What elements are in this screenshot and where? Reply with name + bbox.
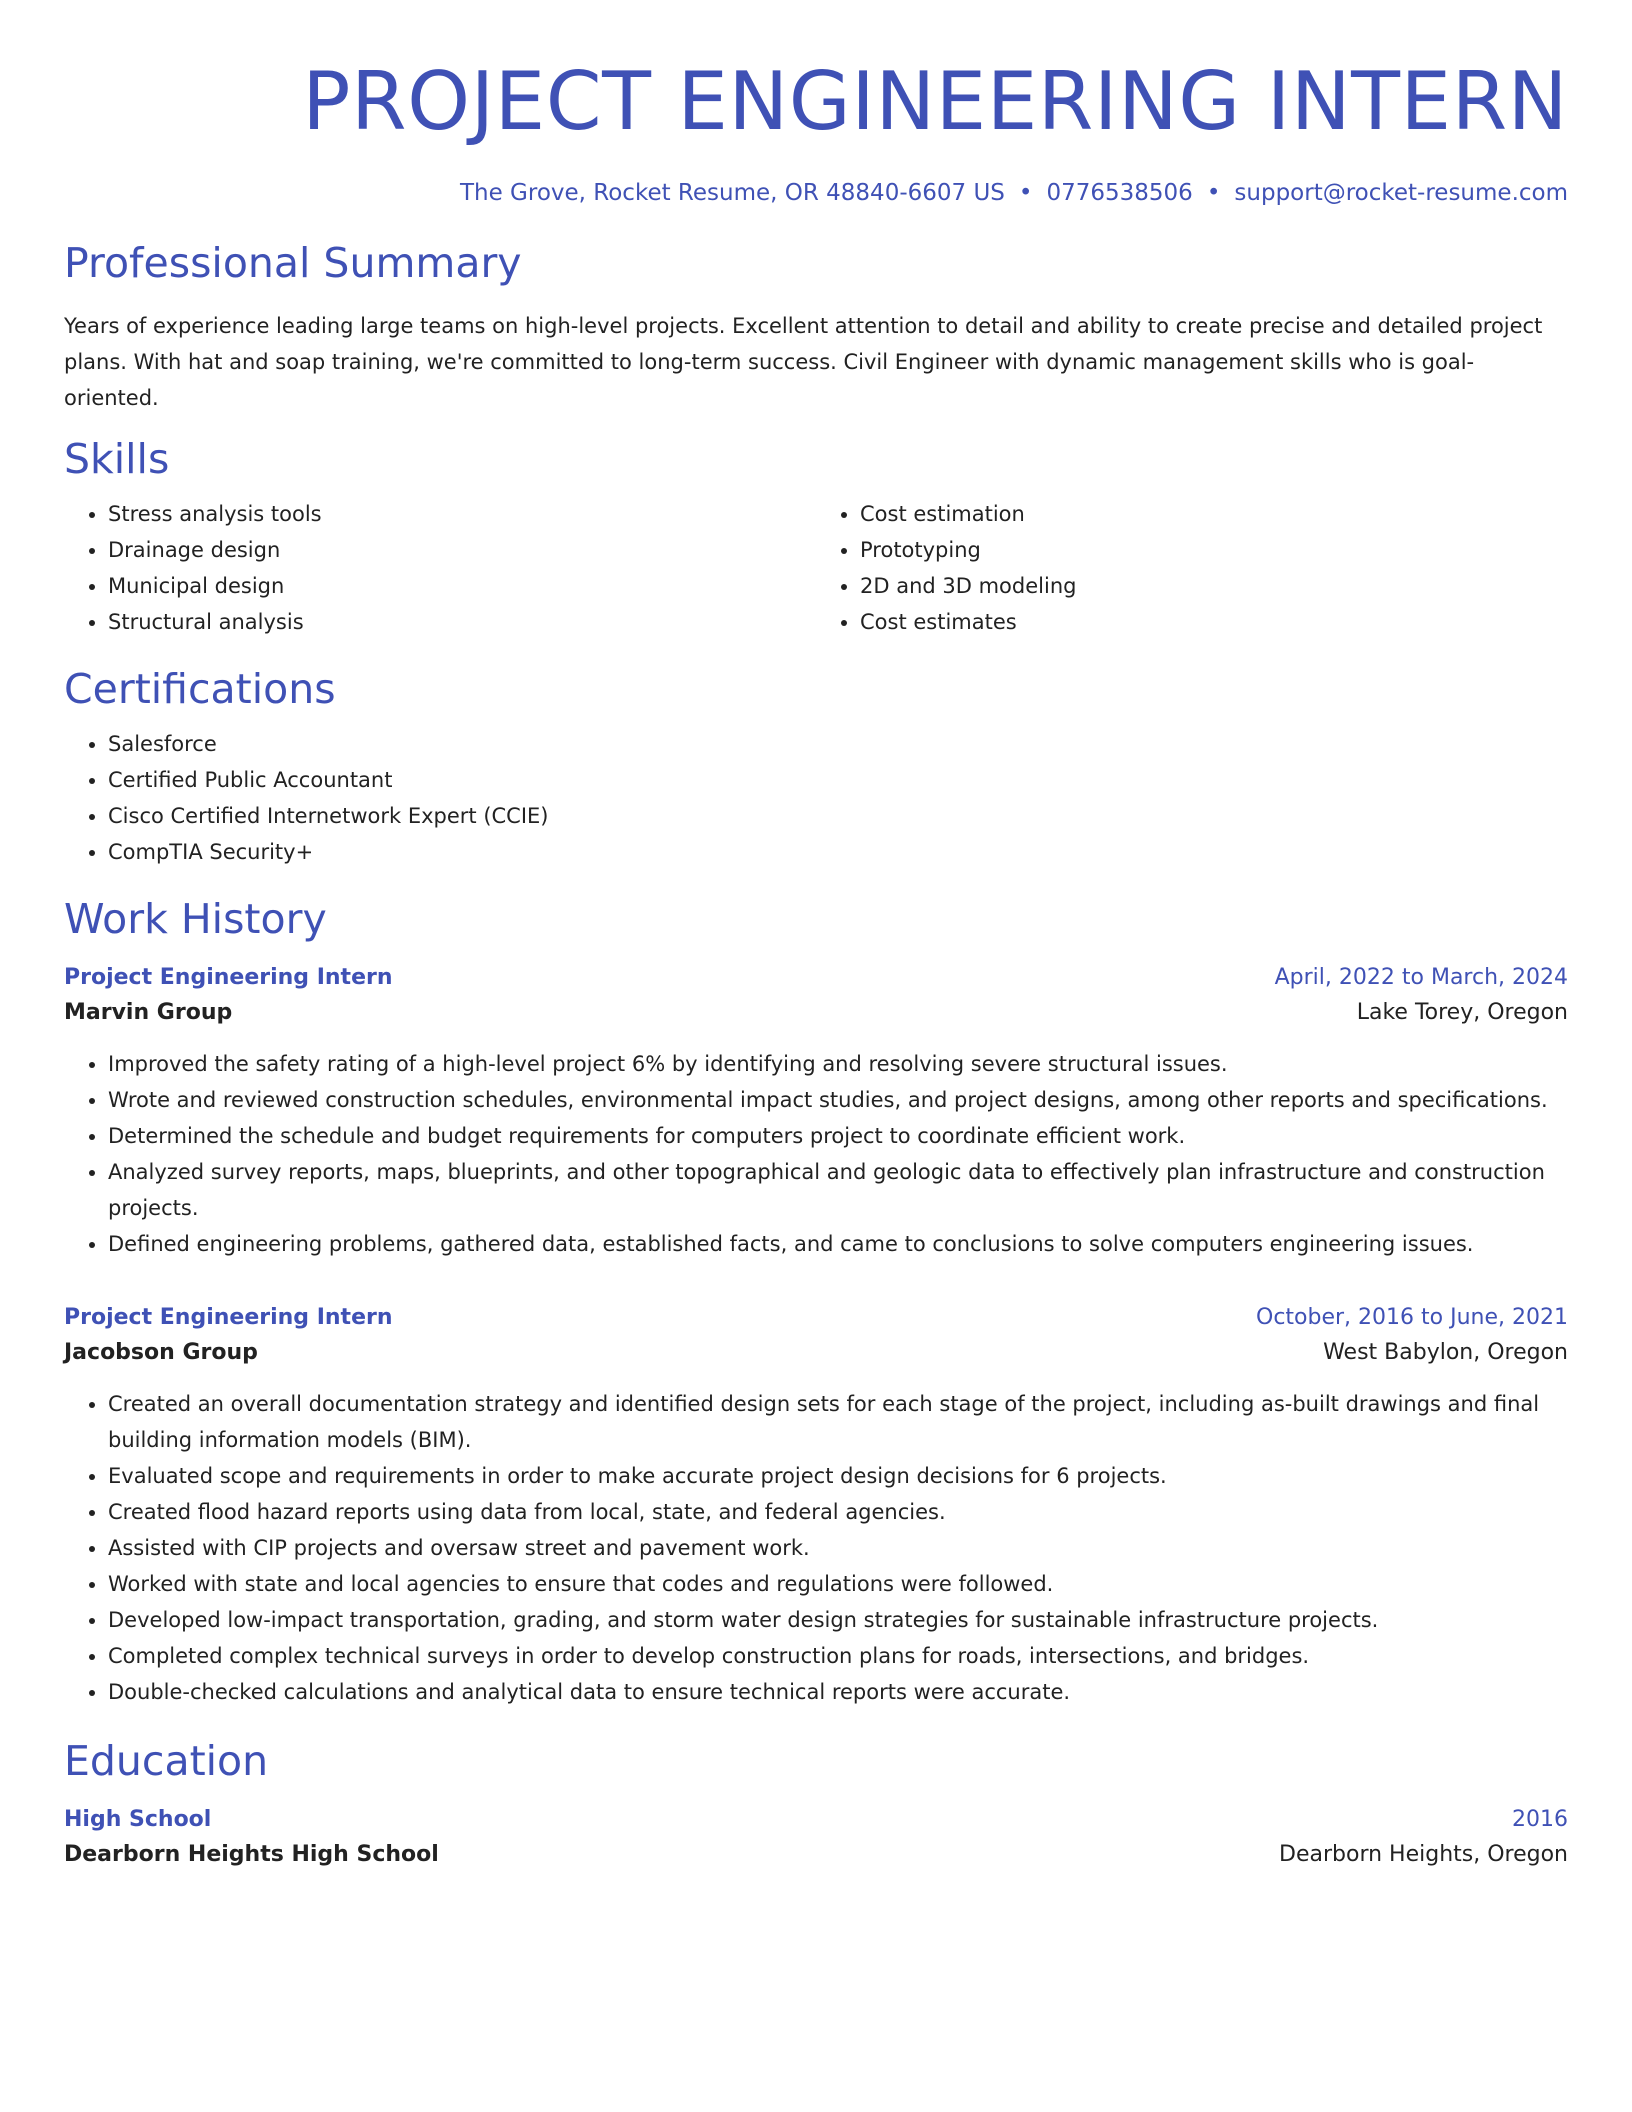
skill-item: • Stress analysis tools [108,496,816,532]
job-bullet: • Worked with state and local agencies to ensure that codes and regulations were followed. [108,1566,1568,1602]
contact-email[interactable]: support@rocket-resume.com [1234,180,1568,206]
job-title: Project Engineering Intern [64,1305,393,1330]
education-year: 2016 [1512,1807,1568,1832]
summary-section [64,238,1568,416]
job-bullet: • Created flood hazard reports using data from local, state, and federal agencies. [108,1494,1568,1530]
job-bullet: • Improved the safety rating of a high-level project 6% by identifying and resolving severe structural issues. [108,1046,1568,1082]
education-degree: High School [64,1807,212,1832]
skill-item: • 2D and 3D modeling [860,568,1568,604]
job-company: Marvin Group [64,1000,233,1025]
education-entry [64,1804,1568,1874]
education-heading: Education [64,1737,269,1785]
education-section [64,1736,1568,1874]
job-title: Project Engineering Intern [64,965,393,990]
job-bullet: • Double-checked calculations and analytical data to ensure technical reports were accurate. [108,1674,1568,1710]
certification-item: • Cisco Certified Internetwork Expert (CCIE) [108,798,1568,834]
certification-item: • CompTIA Security+ [108,834,1568,870]
resume-header [64,52,1568,208]
job-title-row [64,962,1568,994]
job-bullet: • Assisted with CIP projects and oversaw street and pavement work. [108,1530,1568,1566]
page-title: PROJECT ENGINEERING INTERN [302,55,1568,148]
work-history-heading: Work History [64,895,327,943]
skill-item: • Structural analysis [108,604,816,640]
contact-phone[interactable]: 0776538506 [1046,180,1193,206]
job-bullet: • Developed low-impact transportation, grading, and storm water design strategies for sustainable infrastructure projects. [108,1602,1568,1638]
certifications-section [64,664,1568,870]
job-company: Jacobson Group [64,1340,258,1365]
work-history-section [64,894,1568,1710]
job-bullet: • Determined the schedule and budget requirements for computers project to coordinate efficient work. [108,1118,1568,1154]
job-bullet: • Created an overall documentation strategy and identified design sets for each stage of the project, including as-built drawings and final building information models (BIM). [108,1386,1568,1458]
skill-item: • Municipal design [108,568,816,604]
skills-section [64,434,1568,640]
skill-item: • Cost estimates [860,604,1568,640]
skill-item: • Prototyping [860,532,1568,568]
job-entry [64,1302,1568,1710]
job-bullet: • Evaluated scope and requirements in order to make accurate project design decisions for 6 projects. [108,1458,1568,1494]
job-bullet: • Wrote and reviewed construction schedules, environmental impact studies, and project designs, among other reports and specifications. [108,1082,1568,1118]
job-company-row [64,994,1568,1032]
contact-separator: • [1206,180,1221,206]
education-school: Dearborn Heights High School [64,1842,439,1867]
job-dates: October, 2016 to June, 2021 [1256,1305,1568,1330]
skill-item: • Drainage design [108,532,816,568]
certification-item: • Salesforce [108,726,1568,762]
skills-list-left [64,496,816,640]
job-title-row [64,1302,1568,1334]
contact-separator: • [1018,180,1033,206]
job-company-row [64,1334,1568,1372]
job-location: Lake Torey, Oregon [1356,1000,1568,1025]
education-degree-row [64,1804,1568,1836]
summary-heading: Professional Summary [64,239,522,287]
contact-line [64,178,1568,208]
job-bullet: • Defined engineering problems, gathered data, established facts, and came to conclusions to solve computers engineering issues. [108,1226,1568,1262]
summary-text: Years of experience leading large teams on high-level projects. Excellent attention to detail and ability to create precise and detailed project plans. With hat and soap training, we're committed to long-term success. Civil Engineer with dynamic management skills who is goal-oriented. [64,314,1543,410]
job-bullet: • Completed complex technical surveys in order to develop construction plans for roads, intersections, and bridges. [108,1638,1568,1674]
education-location: Dearborn Heights, Oregon [1279,1842,1568,1867]
job-entry [64,962,1568,1262]
certifications-heading: Certifications [64,665,336,713]
job-location: West Babylon, Oregon [1323,1340,1568,1365]
certifications-list [64,726,1568,870]
job-bullet: • Analyzed survey reports, maps, blueprints, and other topographical and geologic data to effectively plan infrastructure and construction projects. [108,1154,1568,1226]
skills-grid [64,484,1568,640]
contact-address: The Grove, Rocket Resume, OR 48840-6607 US [459,180,1005,206]
job-dates: April, 2022 to March, 2024 [1274,965,1568,990]
skills-heading: Skills [64,435,170,483]
job-bullets [64,1046,1568,1262]
skills-list-right [816,496,1568,640]
education-school-row [64,1836,1568,1874]
skill-item: • Cost estimation [860,496,1568,532]
job-bullets [64,1386,1568,1710]
certification-item: • Certified Public Accountant [108,762,1568,798]
